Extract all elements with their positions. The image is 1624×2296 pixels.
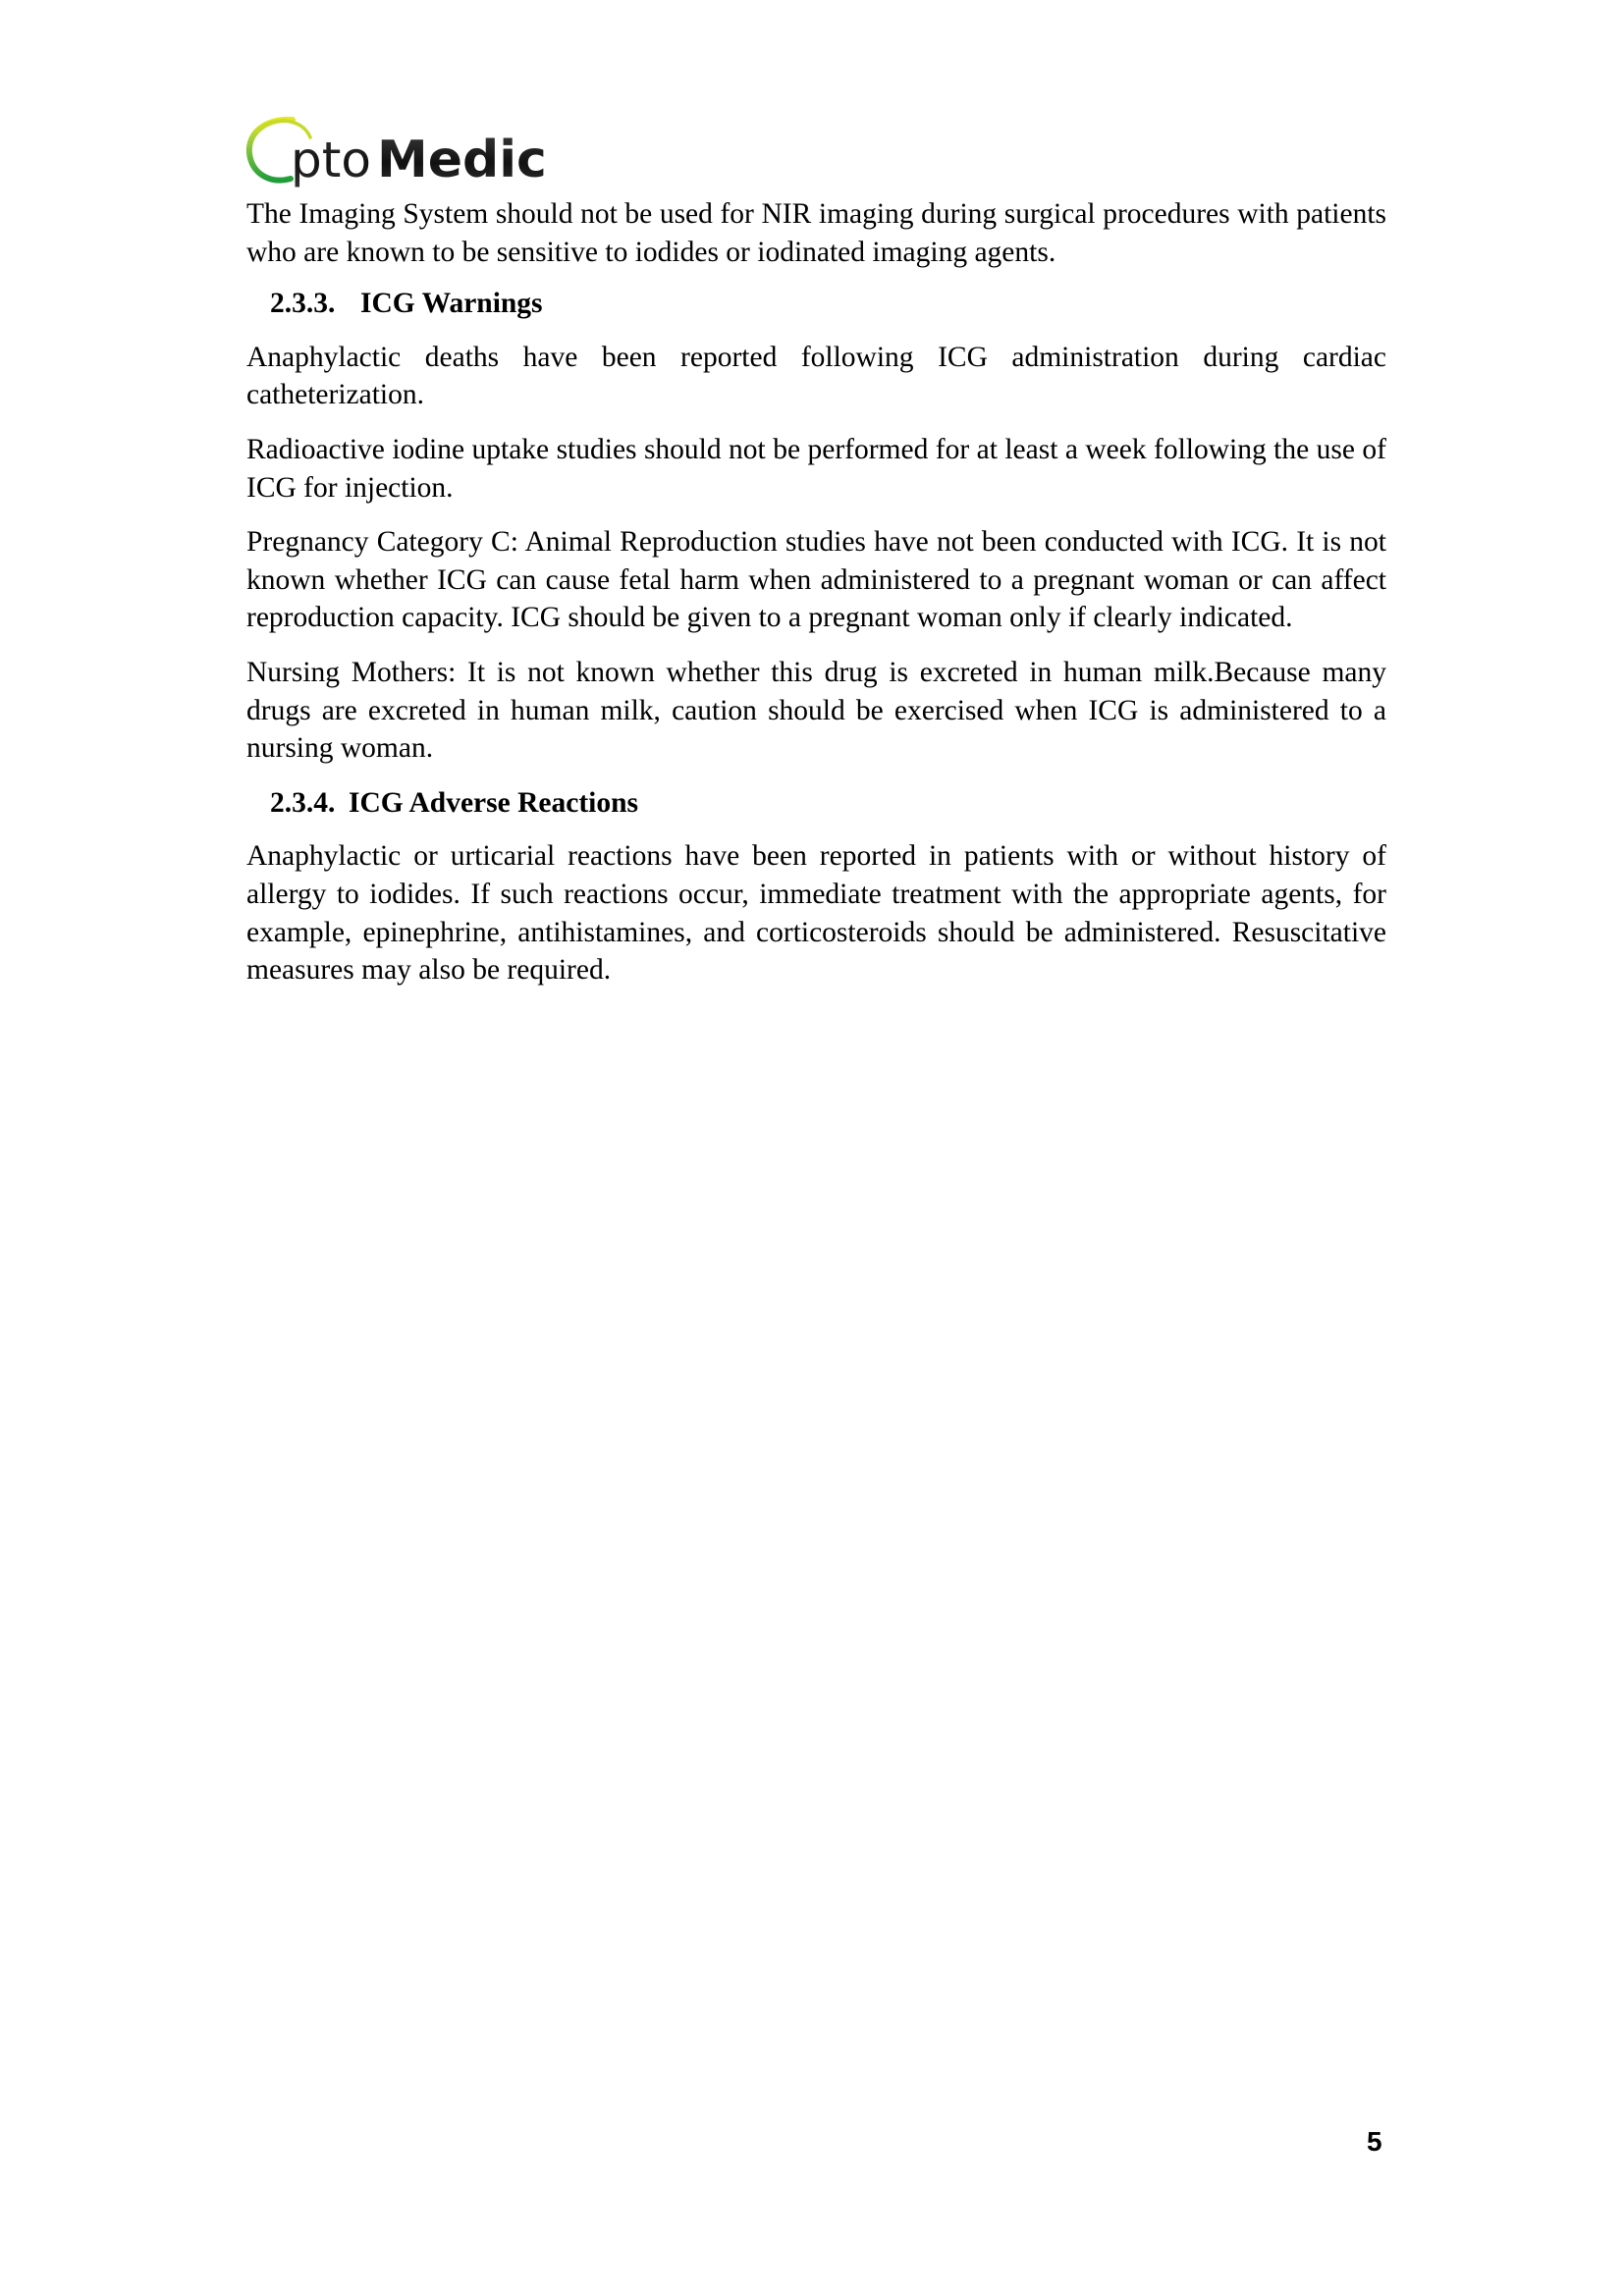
intro-paragraph: The Imaging System should not be used for NIR imaging during surgical procedures with patients who are known to be sensitive to iodides or iodinated imaging agents. [246, 198, 1386, 268]
section-heading-icg-adverse-reactions [270, 784, 1386, 823]
section-number: 2.3.4. [270, 786, 336, 819]
section-number: 2.3.3. [270, 288, 336, 320]
section-title: ICG Warnings [360, 288, 543, 320]
section-title: ICG Adverse Reactions [349, 786, 638, 819]
optomedic-logo [245, 114, 569, 194]
section-heading-icg-warnings [270, 285, 1386, 323]
document-body [246, 195, 1386, 1006]
paragraph: Radioactive iodine uptake studies should not be performed for at least a week following the use of ICG for injection. [246, 433, 1386, 504]
paragraph: Pregnancy Category C: Animal Reproduction studies have not been conducted with ICG. It is not known whether ICG can cause fetal harm when administered to a pregnant woman or can affect reproduction capacity. ICG should be given to a pregnant woman only if clearly indicated. [246, 526, 1386, 634]
paragraph: Nursing Mothers: It is not known whether this drug is excreted in human milk.Because many drugs are excreted in human milk, caution should be exercised when ICG is administered to a nursing woman. [246, 656, 1386, 765]
svg-text:pto: pto [291, 132, 371, 188]
svg-text:Medic: Medic [377, 131, 547, 189]
paragraph: Anaphylactic or urticarial reactions have been reported in patients with or without history of allergy to iodides. If such reactions occur, immediate treatment with the appropriate agents, for example, epinephrine, antihistamines, and corticosteroids should be administered. Resuscitative measures may also be required. [246, 840, 1386, 987]
page-number: 5 [1367, 2126, 1382, 2157]
paragraph: Anaphylactic deaths have been reported following ICG administration during cardiac catheterization. [246, 341, 1386, 411]
